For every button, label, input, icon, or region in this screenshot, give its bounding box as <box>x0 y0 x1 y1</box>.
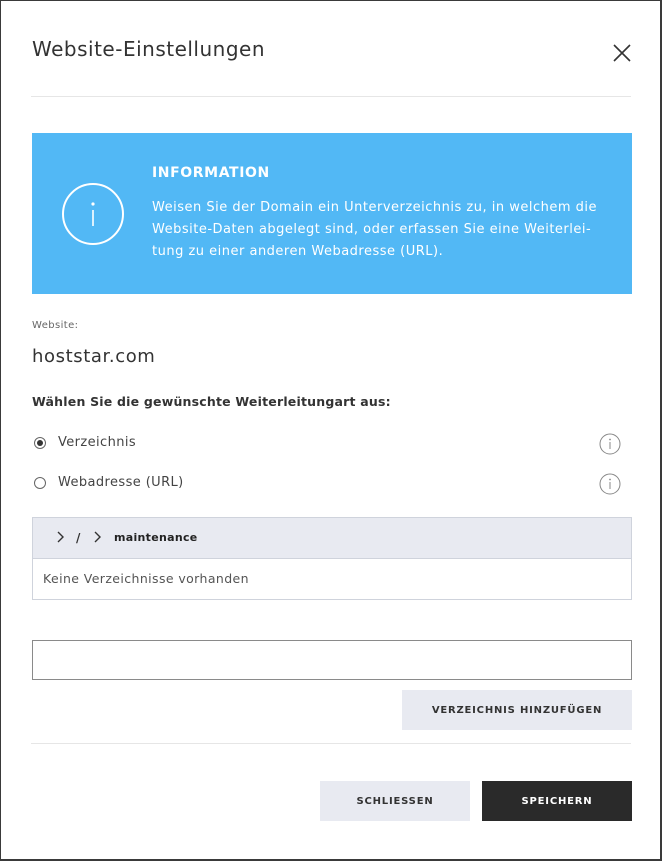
chevron-right-icon <box>92 531 102 543</box>
chevron-right-icon[interactable] <box>55 531 65 543</box>
header-divider <box>31 96 631 97</box>
breadcrumb-current: maintenance <box>114 531 198 544</box>
directory-breadcrumb <box>33 518 631 559</box>
footer-divider <box>31 743 631 744</box>
radio-button-directory[interactable] <box>34 437 46 449</box>
breadcrumb-root[interactable]: / <box>76 531 81 545</box>
close-button[interactable]: SCHLIESSEN <box>320 781 470 821</box>
close-icon[interactable] <box>610 41 634 65</box>
info-small-icon[interactable] <box>598 432 622 456</box>
info-small-icon[interactable] <box>598 472 622 496</box>
redirect-type-question: Wählen Sie die gewünschte Weiterleitungart aus: <box>32 394 391 409</box>
radio-option-url[interactable] <box>32 472 632 496</box>
website-value: hoststar.com <box>32 346 156 367</box>
add-directory-button[interactable]: VERZEICHNIS HINZUFÜGEN <box>402 690 632 730</box>
save-button[interactable]: SPEICHERN <box>482 781 632 821</box>
info-heading: INFORMATION <box>152 165 270 181</box>
directory-browser <box>32 517 632 600</box>
directory-empty-text: Keine Verzeichnisse vorhanden <box>43 571 249 586</box>
radio-option-directory[interactable] <box>32 432 632 456</box>
info-circle-icon <box>61 182 125 246</box>
dialog-title: Website-Einstellungen <box>32 37 266 61</box>
radio-label-directory: Verzeichnis <box>58 435 137 450</box>
radio-label-url: Webadresse (URL) <box>58 475 184 490</box>
website-settings-dialog <box>1 1 660 859</box>
info-banner <box>32 133 632 294</box>
directory-name-input[interactable] <box>32 640 632 680</box>
radio-button-url[interactable] <box>34 477 46 489</box>
info-text: Weisen Sie der Domain ein Unterverzeichnis zu, in welchem die Website-Daten abgelegt sind, oder erfassen Sie eine Weiterleitung zu einer anderen Webadresse (URL). <box>152 200 598 259</box>
website-label: Website: <box>32 320 79 331</box>
